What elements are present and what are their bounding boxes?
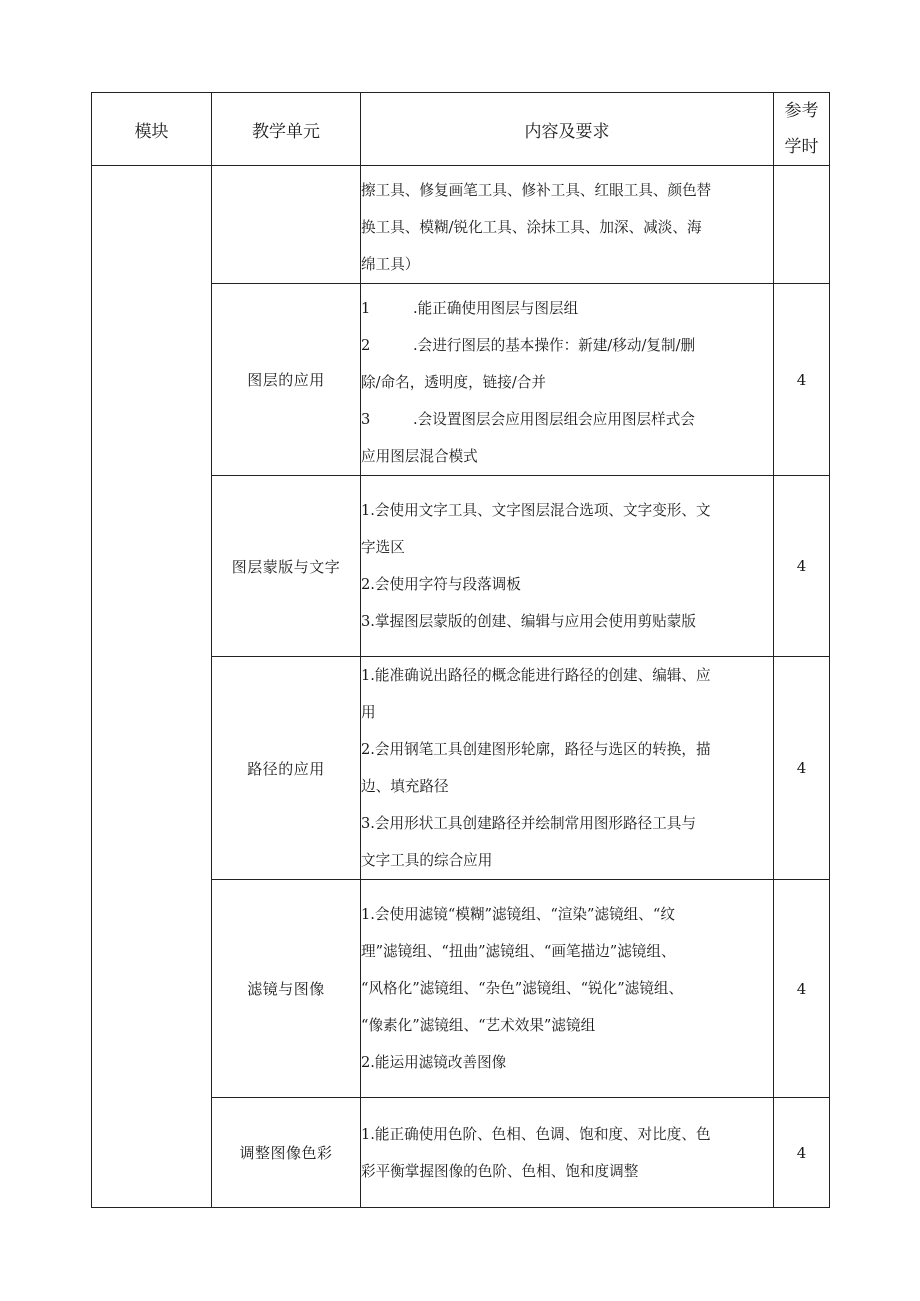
header-hours-line1: 参考 bbox=[784, 101, 819, 121]
unit-cell: 调整图像色彩 bbox=[212, 1098, 361, 1208]
content-line: 字选区 bbox=[361, 539, 405, 556]
content-cell bbox=[361, 284, 774, 476]
hours-cell: 4 bbox=[774, 657, 830, 880]
content-line: 彩平衡掌握图像的色阶、色相、饱和度调整 bbox=[361, 1162, 639, 1180]
content-line: 1.会使用滤镜“模糊”滤镜组、“渲染”滤镜组、“纹 bbox=[361, 906, 675, 923]
header-content: 内容及要求 bbox=[361, 93, 774, 166]
item-number: 1 bbox=[361, 300, 371, 317]
hours-cell: 4 bbox=[774, 880, 830, 1098]
content-line: 文字工具的综合应用 bbox=[361, 852, 493, 869]
content-line bbox=[361, 327, 773, 364]
content-line: 1.会使用文字工具、文字图层混合选项、文字变形、文 bbox=[361, 502, 711, 519]
item-text: .会进行图层的基本操作：新建/移动/复制/删 bbox=[413, 337, 696, 354]
content-line: 1.能正确使用色阶、色相、色调、饱和度、对比度、色 bbox=[361, 1125, 711, 1143]
content-line: 边、填充路径 bbox=[361, 778, 449, 795]
content-line bbox=[361, 364, 773, 401]
content-cell bbox=[361, 1098, 774, 1208]
item-text: 应用图层混合模式 bbox=[361, 448, 478, 465]
content-line: 2.能运用滤镜改善图像 bbox=[361, 1054, 507, 1071]
header-hours bbox=[774, 93, 830, 166]
table-row bbox=[92, 166, 830, 284]
unit-cell: 路径的应用 bbox=[212, 657, 361, 880]
header-hours-line2: 学时 bbox=[784, 137, 819, 157]
content-line: 理”滤镜组、“扭曲”滤镜组、“画笔描边”滤镜组、 bbox=[361, 943, 676, 960]
content-line bbox=[361, 438, 773, 475]
content-cell bbox=[361, 166, 774, 284]
item-number: 3 bbox=[361, 411, 371, 428]
content-line bbox=[361, 401, 773, 438]
content-cell bbox=[361, 657, 774, 880]
content-line bbox=[361, 290, 773, 327]
item-text: .会设置图层会应用图层组会应用图层样式会 bbox=[413, 411, 695, 428]
content-line: “风格化”滤镜组、“杂色”滤镜组、“锐化”滤镜组、 bbox=[361, 980, 684, 997]
unit-cell: 滤镜与图像 bbox=[212, 880, 361, 1098]
item-text: 除/命名，透明度，链接/合并 bbox=[361, 374, 546, 391]
content-line: 3.会用形状工具创建路径并绘制常用图形路径工具与 bbox=[361, 815, 696, 832]
hours-cell bbox=[774, 166, 830, 284]
content-line: 1.能准确说出路径的概念能进行路径的创建、编辑、应 bbox=[361, 667, 711, 684]
module-cell bbox=[92, 166, 212, 1208]
content-line: 换工具、模糊/锐化工具、涂抹工具、加深、减淡、海 bbox=[361, 219, 702, 236]
unit-cell: 图层蒙版与文字 bbox=[212, 476, 361, 657]
item-number: 2 bbox=[361, 337, 371, 354]
content-cell bbox=[361, 880, 774, 1098]
hours-cell: 4 bbox=[774, 476, 830, 657]
header-unit: 教学单元 bbox=[212, 93, 361, 166]
unit-cell bbox=[212, 166, 361, 284]
hours-cell: 4 bbox=[774, 284, 830, 476]
content-cell bbox=[361, 476, 774, 657]
header-module: 模块 bbox=[92, 93, 212, 166]
content-line: 绵工具） bbox=[361, 256, 420, 273]
hours-cell: 4 bbox=[774, 1098, 830, 1208]
header-row bbox=[92, 93, 830, 166]
syllabus-table bbox=[91, 92, 830, 1208]
content-line: “像素化”滤镜组、“艺术效果”滤镜组 bbox=[361, 1017, 596, 1034]
content-line: 3.掌握图层蒙版的创建、编辑与应用会使用剪贴蒙版 bbox=[361, 613, 696, 630]
content-line: 2.会用钢笔工具创建图形轮廓，路径与选区的转换，描 bbox=[361, 741, 711, 758]
unit-cell: 图层的应用 bbox=[212, 284, 361, 476]
content-line: 擦工具、修复画笔工具、修补工具、红眼工具、颜色替 bbox=[361, 182, 712, 199]
content-line: 2.会使用字符与段落调板 bbox=[361, 576, 521, 593]
content-line: 用 bbox=[361, 704, 376, 721]
item-text: .能正确使用图层与图层组 bbox=[413, 300, 579, 317]
